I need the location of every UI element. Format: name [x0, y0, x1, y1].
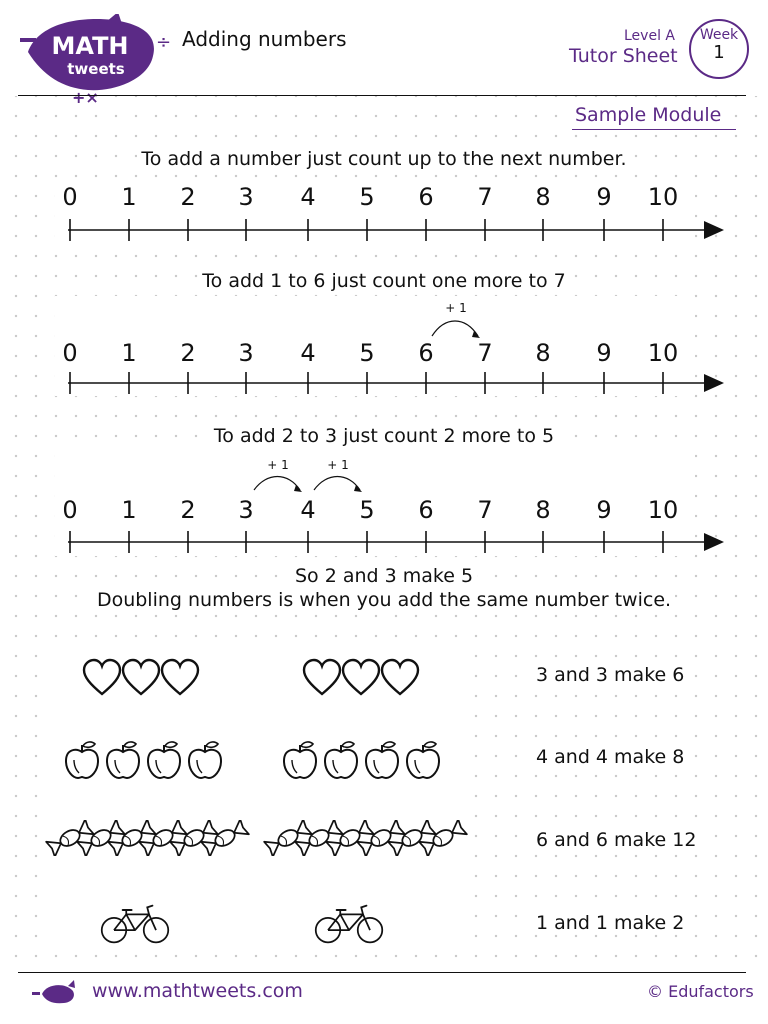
- tick-label: 10: [647, 339, 679, 367]
- week-number: 1: [713, 42, 725, 63]
- tick-label: 6: [418, 183, 434, 211]
- intro-text: To add a number just count up to the next number.: [137, 148, 630, 170]
- page-title: Adding numbers: [182, 27, 347, 51]
- logo-word: MATH: [51, 32, 129, 60]
- tick-label: 2: [180, 339, 196, 367]
- add-2-3-text: To add 2 to 3 just count 2 more to 5: [210, 425, 558, 447]
- footer-copyright: © Edufactors: [647, 982, 754, 1001]
- tick-label: 4: [300, 183, 316, 211]
- tick-label: 8: [535, 183, 551, 211]
- tick-label: 10: [647, 183, 679, 211]
- tick-label: 0: [62, 183, 78, 211]
- add-1-6-text: To add 1 to 6 just count one more to 7: [198, 270, 569, 292]
- tick-label: 6: [418, 339, 434, 367]
- tick-label: 1: [121, 339, 137, 367]
- hop-label: + 1: [267, 458, 289, 472]
- tick-label: 1: [121, 496, 137, 524]
- plus-times-icon: +×: [72, 88, 99, 104]
- tick-label: 7: [477, 496, 493, 524]
- tick-label: 8: [535, 496, 551, 524]
- tick-label: 7: [477, 339, 493, 367]
- week-label: Week: [699, 27, 739, 43]
- tick-label: 2: [180, 183, 196, 211]
- bird-icon: [28, 980, 82, 1006]
- tick-label: 10: [647, 496, 679, 524]
- arrow-head-icon: [704, 374, 724, 392]
- tick-label: 3: [238, 496, 254, 524]
- tick-label: 5: [359, 183, 375, 211]
- hop-label: + 1: [327, 458, 349, 472]
- tick-label: 5: [359, 339, 375, 367]
- sheet-label: Tutor Sheet: [569, 45, 678, 67]
- tick-label: 7: [477, 183, 493, 211]
- tick-label: 5: [359, 496, 375, 524]
- tick-label: 3: [238, 183, 254, 211]
- level-label: Level A: [624, 28, 675, 44]
- hop-label: + 1: [445, 301, 467, 315]
- tick-label: 4: [300, 339, 316, 367]
- number-line-3: [55, 452, 724, 556]
- tick-label: 9: [596, 496, 612, 524]
- tick-label: 9: [596, 183, 612, 211]
- tick-label: 9: [596, 339, 612, 367]
- tick-label: 0: [62, 339, 78, 367]
- divide-icon: ÷: [156, 32, 172, 53]
- result-text: So 2 and 3 make 5: [291, 565, 477, 587]
- tick-label: 6: [418, 496, 434, 524]
- tick-label: 2: [180, 496, 196, 524]
- double-phrase-apples: 4 and 4 make 8: [536, 746, 685, 768]
- footer-url-link[interactable]: www.mathtweets.com: [92, 980, 303, 1002]
- arrow-head-icon: [704, 221, 724, 239]
- doubling-text: Doubling numbers is when you add the same number twice.: [93, 589, 675, 611]
- tick-label: 0: [62, 496, 78, 524]
- tick-label: 1: [121, 183, 137, 211]
- double-phrase-bicycles: 1 and 1 make 2: [536, 912, 685, 934]
- number-line-1: [55, 180, 724, 242]
- double-phrase-hearts: 3 and 3 make 6: [536, 664, 685, 686]
- module-label: Sample Module: [575, 104, 722, 126]
- tick-label: 3: [238, 339, 254, 367]
- logo-sub: tweets: [67, 60, 125, 78]
- footer-divider: [18, 972, 746, 973]
- tick-label: 4: [300, 496, 316, 524]
- arrow-head-icon: [704, 533, 724, 551]
- tick-label: 8: [535, 339, 551, 367]
- number-line-2: [55, 296, 724, 396]
- double-phrase-candies: 6 and 6 make 12: [536, 829, 697, 851]
